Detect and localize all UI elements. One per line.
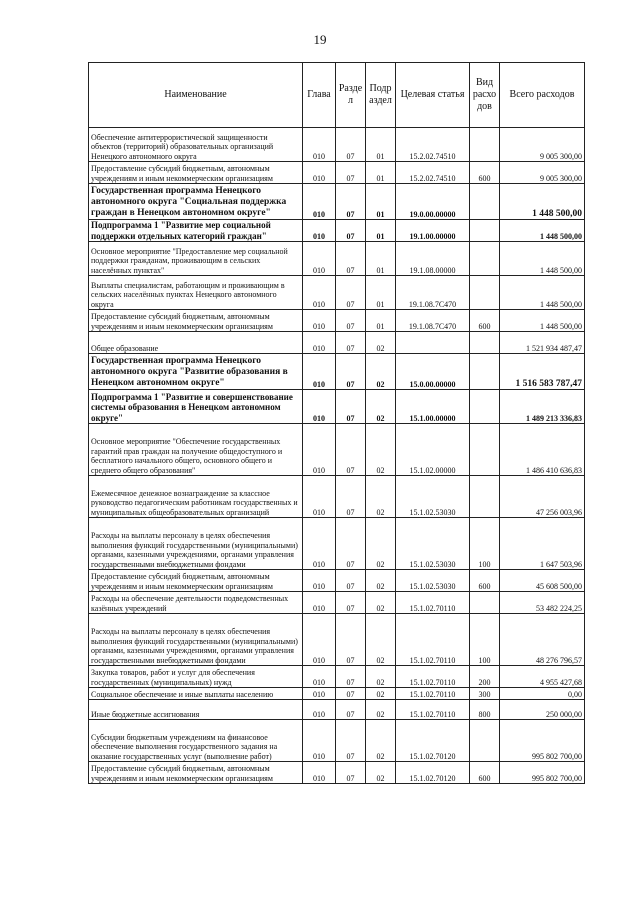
row-chapter: 010 — [303, 614, 336, 666]
row-type: 100 — [470, 518, 500, 570]
table-row — [89, 614, 585, 666]
row-name: Подпрограмма 1 "Развитие мер социальной поддержки отдельных категорий граждан" — [89, 220, 303, 242]
row-subsection: 02 — [366, 762, 396, 784]
table-row — [89, 700, 585, 720]
table-row — [89, 354, 585, 390]
row-name: Основное мероприятие "Предоставление мер социальной поддержки гражданам, проживающим в сельских населённых пунктах" — [89, 242, 303, 276]
row-chapter: 010 — [303, 220, 336, 242]
row-chapter: 010 — [303, 570, 336, 592]
row-total: 1 489 213 336,83 — [500, 390, 585, 424]
row-chapter: 010 — [303, 762, 336, 784]
row-subsection: 02 — [366, 614, 396, 666]
row-target: 15.2.02.74510 — [396, 128, 470, 162]
row-subsection: 02 — [366, 592, 396, 614]
row-target: 15.0.00.00000 — [396, 354, 470, 390]
row-name: Предоставление субсидий бюджетным, автономным учреждениям и иным некоммерческим организациям — [89, 762, 303, 784]
row-chapter: 010 — [303, 700, 336, 720]
row-chapter: 010 — [303, 242, 336, 276]
table-row — [89, 184, 585, 220]
row-type — [470, 276, 500, 310]
row-target: 15.1.02.70110 — [396, 688, 470, 700]
row-type: 600 — [470, 162, 500, 184]
row-name: Расходы на выплаты персоналу в целях обеспечения выполнения функций государственными (муниципальными) органами, казенными учреждениями, органами управления государственными внебюджетными фондами — [89, 614, 303, 666]
row-chapter: 010 — [303, 476, 336, 518]
row-section: 07 — [336, 220, 366, 242]
row-subsection: 01 — [366, 276, 396, 310]
row-chapter: 010 — [303, 666, 336, 688]
table-row — [89, 310, 585, 332]
row-target: 19.1.00.00000 — [396, 220, 470, 242]
row-target: 19.1.08.7C470 — [396, 310, 470, 332]
row-type: 600 — [470, 762, 500, 784]
row-section: 07 — [336, 128, 366, 162]
row-total: 47 256 003,96 — [500, 476, 585, 518]
row-name: Социальное обеспечение и иные выплаты населению — [89, 688, 303, 700]
table-row — [89, 390, 585, 424]
row-type — [470, 128, 500, 162]
row-total: 9 005 300,00 — [500, 128, 585, 162]
row-section: 07 — [336, 666, 366, 688]
row-chapter: 010 — [303, 592, 336, 614]
row-subsection: 01 — [366, 162, 396, 184]
row-section: 07 — [336, 354, 366, 390]
row-section: 07 — [336, 688, 366, 700]
row-subsection: 01 — [366, 184, 396, 220]
row-section: 07 — [336, 332, 366, 354]
row-type — [470, 332, 500, 354]
row-chapter: 010 — [303, 310, 336, 332]
row-name: Основное мероприятие "Обеспечение государственных гарантий прав граждан на получение общедоступного и бесплатного начального общего, основного общего и среднего общего образования" — [89, 424, 303, 476]
row-total: 1 448 500,00 — [500, 220, 585, 242]
row-total: 995 802 700,00 — [500, 762, 585, 784]
row-target: 15.1.02.70120 — [396, 762, 470, 784]
table-row — [89, 592, 585, 614]
row-section: 07 — [336, 592, 366, 614]
row-type — [470, 592, 500, 614]
row-section: 07 — [336, 390, 366, 424]
row-target: 15.1.02.70110 — [396, 700, 470, 720]
row-subsection: 01 — [366, 310, 396, 332]
row-target: 15.1.02.53030 — [396, 518, 470, 570]
row-name: Иные бюджетные ассигнования — [89, 700, 303, 720]
row-name: Обеспечение антитеррористической защищенности объектов (территорий) образовательных организаций Ненецкого автономного округа — [89, 128, 303, 162]
row-section: 07 — [336, 518, 366, 570]
row-target — [396, 332, 470, 354]
row-type: 300 — [470, 688, 500, 700]
table-header-row — [89, 63, 585, 128]
row-subsection: 02 — [366, 720, 396, 762]
header-name: Наименование — [89, 63, 303, 128]
row-section: 07 — [336, 614, 366, 666]
row-chapter: 010 — [303, 354, 336, 390]
row-target: 15.1.02.70120 — [396, 720, 470, 762]
row-section: 07 — [336, 310, 366, 332]
row-name: Общее образование — [89, 332, 303, 354]
table-row — [89, 162, 585, 184]
row-subsection: 01 — [366, 220, 396, 242]
row-total: 250 000,00 — [500, 700, 585, 720]
row-section: 07 — [336, 276, 366, 310]
row-subsection: 02 — [366, 390, 396, 424]
row-subsection: 02 — [366, 700, 396, 720]
row-name: Предоставление субсидий бюджетным, автономным учреждениям и иным некоммерческим организациям — [89, 310, 303, 332]
row-name: Выплаты специалистам, работающим и проживающим в сельских населённых пунктах Ненецкого автономного округа — [89, 276, 303, 310]
row-section: 07 — [336, 184, 366, 220]
table-row — [89, 128, 585, 162]
row-total: 4 955 427,68 — [500, 666, 585, 688]
row-type — [470, 424, 500, 476]
row-section: 07 — [336, 700, 366, 720]
row-total: 9 005 300,00 — [500, 162, 585, 184]
row-subsection: 02 — [366, 688, 396, 700]
row-section: 07 — [336, 476, 366, 518]
table-row — [89, 476, 585, 518]
header-target: Целевая статья — [396, 63, 470, 128]
row-total: 53 482 224,25 — [500, 592, 585, 614]
row-target: 15.1.02.00000 — [396, 424, 470, 476]
header-type: Вид расхо дов — [470, 63, 500, 128]
table-row — [89, 518, 585, 570]
row-target: 15.2.02.74510 — [396, 162, 470, 184]
row-target: 15.1.02.53030 — [396, 570, 470, 592]
row-total: 1 448 500,00 — [500, 276, 585, 310]
row-subsection: 02 — [366, 354, 396, 390]
budget-table — [88, 62, 585, 784]
row-name: Государственная программа Ненецкого автономного округа "Социальная поддержка граждан в Ненецком автономном округе" — [89, 184, 303, 220]
row-name: Ежемесячное денежное вознаграждение за классное руководство педагогическим работникам государственных и муниципальных общеобразовательных организаций — [89, 476, 303, 518]
row-section: 07 — [336, 162, 366, 184]
row-total: 995 802 700,00 — [500, 720, 585, 762]
row-chapter: 010 — [303, 332, 336, 354]
row-name: Расходы на обеспечение деятельности подведомственных казённых учреждений — [89, 592, 303, 614]
row-type — [470, 476, 500, 518]
page-number: 19 — [313, 32, 327, 47]
header-total: Всего расходов — [500, 63, 585, 128]
row-total: 1 486 410 636,83 — [500, 424, 585, 476]
row-target: 15.1.02.53030 — [396, 476, 470, 518]
row-total: 48 276 796,57 — [500, 614, 585, 666]
row-subsection: 02 — [366, 424, 396, 476]
row-name: Расходы на выплаты персоналу в целях обеспечения выполнения функций государственными (муниципальными) органами, казенными учреждениями, органами управления государственными внебюджетными фондами — [89, 518, 303, 570]
row-target: 15.1.00.00000 — [396, 390, 470, 424]
row-chapter: 010 — [303, 720, 336, 762]
row-name: Предоставление субсидий бюджетным, автономным учреждениям и иным некоммерческим организациям — [89, 570, 303, 592]
row-subsection: 02 — [366, 476, 396, 518]
row-chapter: 010 — [303, 128, 336, 162]
row-total: 1 647 503,96 — [500, 518, 585, 570]
table-row — [89, 762, 585, 784]
row-subsection: 02 — [366, 570, 396, 592]
row-type — [470, 720, 500, 762]
table-row — [89, 332, 585, 354]
row-type — [470, 354, 500, 390]
row-name: Закупка товаров, работ и услуг для обеспечения государственных (муниципальных) нужд — [89, 666, 303, 688]
table-row — [89, 570, 585, 592]
table-row — [89, 720, 585, 762]
row-type: 600 — [470, 570, 500, 592]
row-chapter: 010 — [303, 518, 336, 570]
row-total: 1 448 500,00 — [500, 184, 585, 220]
row-target: 15.1.02.70110 — [396, 614, 470, 666]
row-target: 19.0.00.00000 — [396, 184, 470, 220]
header-chapter: Глава — [303, 63, 336, 128]
row-type: 600 — [470, 310, 500, 332]
table-row — [89, 242, 585, 276]
header-subsection: Подр аздел — [366, 63, 396, 128]
row-name: Субсидии бюджетным учреждениям на финансовое обеспечение выполнения государственного задания на оказание государственных услуг (выполнение работ) — [89, 720, 303, 762]
row-type — [470, 390, 500, 424]
table-row — [89, 666, 585, 688]
header-section: Разде л — [336, 63, 366, 128]
row-section: 07 — [336, 570, 366, 592]
row-target: 19.1.08.7C470 — [396, 276, 470, 310]
row-type: 800 — [470, 700, 500, 720]
row-subsection: 02 — [366, 666, 396, 688]
table-row — [89, 276, 585, 310]
row-chapter: 010 — [303, 390, 336, 424]
row-target: 19.1.08.00000 — [396, 242, 470, 276]
row-type: 200 — [470, 666, 500, 688]
table-row — [89, 220, 585, 242]
row-subsection: 01 — [366, 128, 396, 162]
row-target: 15.1.02.70110 — [396, 592, 470, 614]
row-name: Подпрограмма 1 "Развитие и совершенствование системы образования в Ненецком автономном округе" — [89, 390, 303, 424]
row-type — [470, 242, 500, 276]
table-row — [89, 688, 585, 700]
row-target: 15.1.02.70110 — [396, 666, 470, 688]
row-total: 0,00 — [500, 688, 585, 700]
row-section: 07 — [336, 762, 366, 784]
row-name: Государственная программа Ненецкого автономного округа "Развитие образования в Ненецком автономном округе" — [89, 354, 303, 390]
row-total: 1 521 934 487,47 — [500, 332, 585, 354]
row-subsection: 02 — [366, 518, 396, 570]
row-section: 07 — [336, 242, 366, 276]
row-subsection: 02 — [366, 332, 396, 354]
row-chapter: 010 — [303, 184, 336, 220]
row-section: 07 — [336, 424, 366, 476]
row-name: Предоставление субсидий бюджетным, автономным учреждениям и иным некоммерческим организациям — [89, 162, 303, 184]
row-chapter: 010 — [303, 276, 336, 310]
table-row — [89, 424, 585, 476]
row-total: 45 608 500,00 — [500, 570, 585, 592]
row-total: 1 516 583 787,47 — [500, 354, 585, 390]
row-section: 07 — [336, 720, 366, 762]
row-subsection: 01 — [366, 242, 396, 276]
row-type — [470, 220, 500, 242]
row-chapter: 010 — [303, 424, 336, 476]
row-total: 1 448 500,00 — [500, 242, 585, 276]
row-chapter: 010 — [303, 688, 336, 700]
row-total: 1 448 500,00 — [500, 310, 585, 332]
row-chapter: 010 — [303, 162, 336, 184]
row-type: 100 — [470, 614, 500, 666]
row-type — [470, 184, 500, 220]
